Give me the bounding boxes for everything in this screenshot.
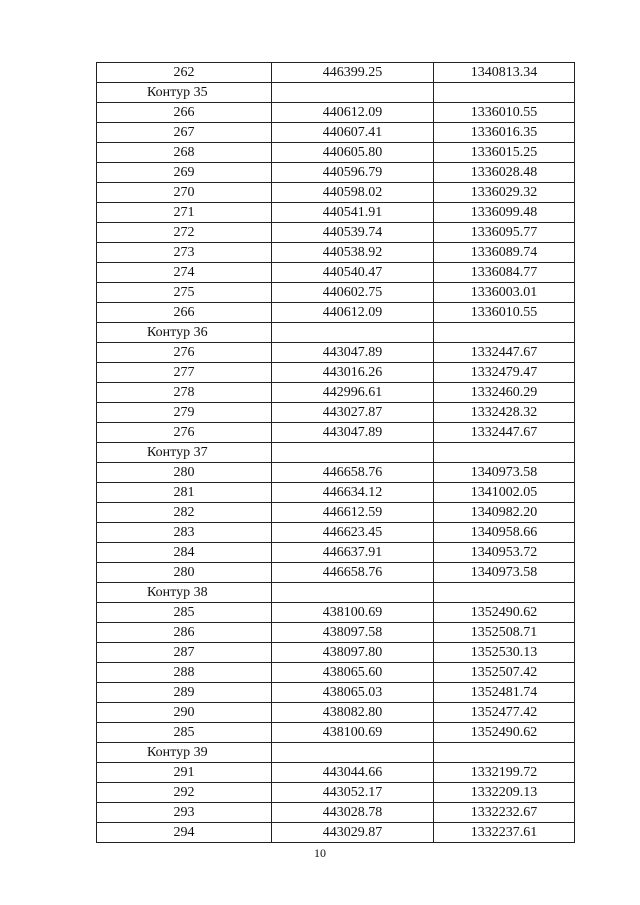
point-row [97,623,575,643]
empty-cell [272,83,434,103]
x-coordinate: 446399.25 [272,63,434,83]
empty-cell [272,583,434,603]
point-row [97,643,575,663]
y-coordinate: 1336089.74 [434,243,575,263]
y-coordinate: 1340813.34 [434,63,575,83]
point-number: 287 [97,643,272,663]
y-coordinate: 1336084.77 [434,263,575,283]
y-coordinate: 1336095.77 [434,223,575,243]
point-row [97,723,575,743]
x-coordinate: 440598.02 [272,183,434,203]
x-coordinate: 440540.47 [272,263,434,283]
point-number: 276 [97,423,272,443]
point-row [97,503,575,523]
y-coordinate: 1332428.32 [434,403,575,423]
x-coordinate: 446658.76 [272,563,434,583]
y-coordinate: 1332209.13 [434,783,575,803]
x-coordinate: 443047.89 [272,423,434,443]
y-coordinate: 1332232.67 [434,803,575,823]
point-row [97,423,575,443]
x-coordinate: 443047.89 [272,343,434,363]
point-number: 283 [97,523,272,543]
empty-cell [272,443,434,463]
coordinates-table [96,62,575,843]
empty-cell [434,583,575,603]
contour-label: Контур 36 [97,323,272,343]
y-coordinate: 1352490.62 [434,723,575,743]
point-number: 294 [97,823,272,843]
point-number: 291 [97,763,272,783]
point-number: 262 [97,63,272,83]
x-coordinate: 440538.92 [272,243,434,263]
x-coordinate: 446637.91 [272,543,434,563]
point-number: 277 [97,363,272,383]
point-row [97,183,575,203]
point-number: 290 [97,703,272,723]
point-number: 280 [97,563,272,583]
point-row [97,103,575,123]
point-number: 293 [97,803,272,823]
x-coordinate: 440539.74 [272,223,434,243]
point-number: 288 [97,663,272,683]
y-coordinate: 1336015.25 [434,143,575,163]
point-number: 273 [97,243,272,263]
page-number: 10 [314,846,326,860]
point-row [97,163,575,183]
point-number: 272 [97,223,272,243]
y-coordinate: 1336028.48 [434,163,575,183]
x-coordinate: 446658.76 [272,463,434,483]
point-number: 289 [97,683,272,703]
contour-header-row [97,743,575,763]
point-row [97,303,575,323]
point-row [97,263,575,283]
x-coordinate: 438065.60 [272,663,434,683]
point-number: 284 [97,543,272,563]
point-number: 269 [97,163,272,183]
y-coordinate: 1341002.05 [434,483,575,503]
x-coordinate: 443027.87 [272,403,434,423]
x-coordinate: 446634.12 [272,483,434,503]
point-row [97,543,575,563]
x-coordinate: 442996.61 [272,383,434,403]
point-number: 279 [97,403,272,423]
point-row [97,203,575,223]
y-coordinate: 1340953.72 [434,543,575,563]
point-row [97,703,575,723]
point-number: 266 [97,303,272,323]
point-row [97,683,575,703]
point-number: 278 [97,383,272,403]
point-number: 285 [97,723,272,743]
y-coordinate: 1336010.55 [434,303,575,323]
y-coordinate: 1352508.71 [434,623,575,643]
point-row [97,363,575,383]
point-number: 276 [97,343,272,363]
x-coordinate: 443044.66 [272,763,434,783]
x-coordinate: 440605.80 [272,143,434,163]
contour-header-row [97,583,575,603]
empty-cell [434,443,575,463]
y-coordinate: 1332460.29 [434,383,575,403]
point-row [97,383,575,403]
y-coordinate: 1332447.67 [434,343,575,363]
point-row [97,63,575,83]
point-row [97,123,575,143]
contour-header-row [97,443,575,463]
coordinates-table-body [97,63,575,843]
x-coordinate: 443052.17 [272,783,434,803]
x-coordinate: 440612.09 [272,303,434,323]
point-number: 267 [97,123,272,143]
point-row [97,523,575,543]
x-coordinate: 446612.59 [272,503,434,523]
y-coordinate: 1352481.74 [434,683,575,703]
point-row [97,343,575,363]
x-coordinate: 438097.80 [272,643,434,663]
y-coordinate: 1332199.72 [434,763,575,783]
point-row [97,563,575,583]
point-row [97,283,575,303]
y-coordinate: 1340958.66 [434,523,575,543]
y-coordinate: 1352477.42 [434,703,575,723]
point-number: 274 [97,263,272,283]
point-row [97,483,575,503]
point-number: 275 [97,283,272,303]
point-number: 285 [97,603,272,623]
empty-cell [434,323,575,343]
point-number: 282 [97,503,272,523]
x-coordinate: 443028.78 [272,803,434,823]
y-coordinate: 1332479.47 [434,363,575,383]
y-coordinate: 1336099.48 [434,203,575,223]
empty-cell [434,743,575,763]
point-row [97,823,575,843]
point-row [97,403,575,423]
x-coordinate: 438065.03 [272,683,434,703]
x-coordinate: 438097.58 [272,623,434,643]
y-coordinate: 1340982.20 [434,503,575,523]
point-number: 292 [97,783,272,803]
x-coordinate: 443016.26 [272,363,434,383]
point-row [97,783,575,803]
point-number: 280 [97,463,272,483]
point-row [97,763,575,783]
point-number: 266 [97,103,272,123]
x-coordinate: 440602.75 [272,283,434,303]
point-number: 270 [97,183,272,203]
x-coordinate: 440541.91 [272,203,434,223]
point-number: 268 [97,143,272,163]
y-coordinate: 1336029.32 [434,183,575,203]
y-coordinate: 1352507.42 [434,663,575,683]
contour-header-row [97,83,575,103]
point-row [97,243,575,263]
contour-label: Контур 35 [97,83,272,103]
x-coordinate: 440596.79 [272,163,434,183]
x-coordinate: 438082.80 [272,703,434,723]
contour-label: Контур 37 [97,443,272,463]
x-coordinate: 440607.41 [272,123,434,143]
empty-cell [272,743,434,763]
x-coordinate: 440612.09 [272,103,434,123]
y-coordinate: 1332237.61 [434,823,575,843]
point-row [97,803,575,823]
x-coordinate: 438100.69 [272,723,434,743]
y-coordinate: 1336003.01 [434,283,575,303]
contour-label: Контур 38 [97,583,272,603]
point-row [97,143,575,163]
point-number: 286 [97,623,272,643]
point-number: 271 [97,203,272,223]
point-row [97,223,575,243]
point-number: 281 [97,483,272,503]
point-row [97,663,575,683]
y-coordinate: 1352490.62 [434,603,575,623]
y-coordinate: 1340973.58 [434,563,575,583]
x-coordinate: 443029.87 [272,823,434,843]
y-coordinate: 1332447.67 [434,423,575,443]
y-coordinate: 1336016.35 [434,123,575,143]
empty-cell [272,323,434,343]
y-coordinate: 1340973.58 [434,463,575,483]
y-coordinate: 1336010.55 [434,103,575,123]
point-row [97,463,575,483]
y-coordinate: 1352530.13 [434,643,575,663]
x-coordinate: 446623.45 [272,523,434,543]
contour-label: Контур 39 [97,743,272,763]
x-coordinate: 438100.69 [272,603,434,623]
contour-header-row [97,323,575,343]
point-row [97,603,575,623]
empty-cell [434,83,575,103]
